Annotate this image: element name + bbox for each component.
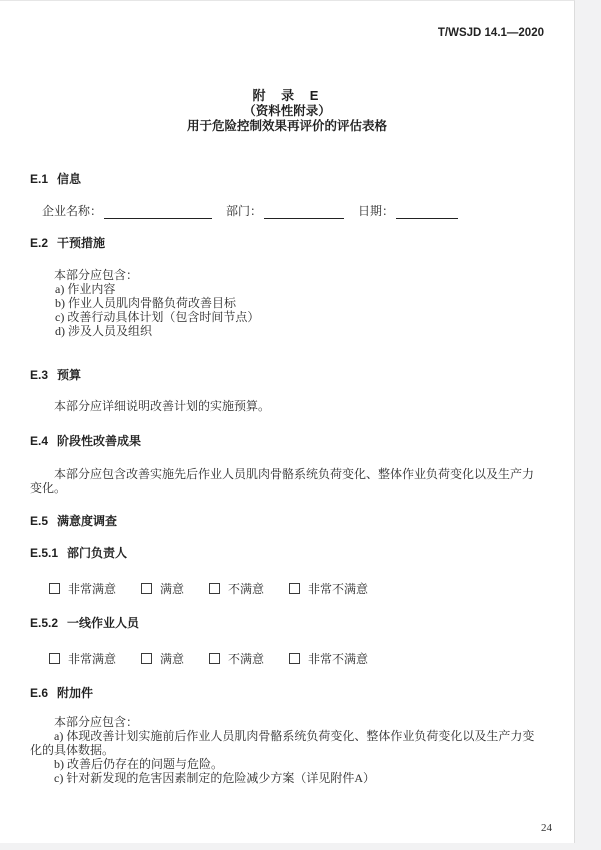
- appendix-label: 附 录 E: [252, 88, 322, 103]
- section-e2-item-c: c) 改善行动具体计划（包含时间节点）: [55, 309, 260, 324]
- date-label: 日期：: [358, 203, 395, 218]
- option-label: 满意: [160, 651, 185, 666]
- info-form-row: [30, 203, 544, 219]
- manager-satisfaction-row: [30, 582, 544, 596]
- section-e52-number: E.5.2: [30, 615, 59, 630]
- section-e1-heading: [30, 172, 544, 186]
- section-e2-item-d: d) 涉及人员及组织: [55, 323, 152, 338]
- company-name-field[interactable]: [104, 205, 212, 219]
- option-group: [289, 652, 368, 666]
- checkbox-very-satisfied-manager[interactable]: [49, 583, 60, 594]
- option-group: [49, 582, 116, 596]
- department-label: 部门：: [226, 203, 263, 218]
- section-e3-body: 本部分应详细说明改善计划的实施预算。: [54, 398, 271, 413]
- section-e5-heading: [30, 514, 544, 528]
- standard-code: T/WSJD 14.1—2020: [437, 27, 544, 39]
- section-e51-title: 部门负责人: [67, 545, 128, 560]
- section-e6-item-a: a) 体现改善计划实施前后作业人员肌肉骨骼系统负荷变化、整体作业负荷变化以及生产力变化的具体数据。: [30, 728, 535, 757]
- checkbox-satisfied-worker[interactable]: [141, 653, 152, 664]
- section-e52-heading: [30, 616, 544, 630]
- section-e5-number: E.5: [30, 513, 49, 528]
- option-group: [209, 652, 264, 666]
- section-e6-item-b: b) 改善后仍存在的问题与危险。: [54, 756, 223, 771]
- page-number: 24: [541, 822, 552, 834]
- checkbox-very-satisfied-worker[interactable]: [49, 653, 60, 664]
- department-field[interactable]: [264, 205, 344, 219]
- section-e4-heading: [30, 434, 544, 448]
- checkbox-very-unsatisfied-worker[interactable]: [289, 653, 300, 664]
- option-group: [49, 652, 116, 666]
- section-e52-title: 一线作业人员: [67, 615, 140, 630]
- checkbox-satisfied-manager[interactable]: [141, 583, 152, 594]
- company-name-label: 企业名称：: [42, 203, 103, 218]
- section-e3-heading: [30, 368, 544, 382]
- section-e51-heading: [30, 546, 544, 560]
- section-e6-intro: 本部分应包含：: [54, 714, 139, 729]
- appendix-note: （资料性附录）: [243, 103, 331, 118]
- option-label: 不满意: [228, 581, 265, 596]
- section-e1-number: E.1: [30, 171, 49, 186]
- checkbox-unsatisfied-manager[interactable]: [209, 583, 220, 594]
- section-e1-title: 信息: [57, 171, 82, 186]
- option-group: [141, 652, 184, 666]
- option-label: 不满意: [228, 651, 265, 666]
- checkbox-very-unsatisfied-manager[interactable]: [289, 583, 300, 594]
- appendix-title-block: [30, 88, 544, 135]
- section-e2-number: E.2: [30, 235, 49, 250]
- section-e51-number: E.5.1: [30, 545, 59, 560]
- section-e4-number: E.4: [30, 433, 49, 448]
- section-e5-title: 满意度调查: [57, 513, 118, 528]
- section-e2-item-a: a) 作业内容: [55, 281, 116, 296]
- date-field[interactable]: [396, 205, 458, 219]
- option-label: 满意: [160, 581, 185, 596]
- checkbox-unsatisfied-worker[interactable]: [209, 653, 220, 664]
- section-e3-number: E.3: [30, 367, 49, 382]
- option-group: [141, 582, 184, 596]
- option-label: 非常满意: [68, 651, 117, 666]
- section-e2-title: 干预措施: [57, 235, 106, 250]
- section-e2-intro: 本部分应包含：: [54, 267, 139, 282]
- option-label: 非常不满意: [308, 651, 369, 666]
- section-e3-title: 预算: [57, 367, 82, 382]
- worker-satisfaction-row: [30, 652, 544, 666]
- section-e4-body: 本部分应包含改善实施先后作业人员肌肉骨骼系统负荷变化、整体作业负荷变化以及生产力变化。: [30, 466, 535, 495]
- section-e6-item-c: c) 针对新发现的危害因素制定的危险减少方案（详见附件A）: [54, 770, 375, 785]
- option-label: 非常不满意: [308, 581, 369, 596]
- option-group: [289, 582, 368, 596]
- option-label: 非常满意: [68, 581, 117, 596]
- section-e6-number: E.6: [30, 685, 49, 700]
- section-e2-item-b: b) 作业人员肌肉骨骼负荷改善目标: [55, 295, 236, 310]
- section-e2-heading: [30, 236, 544, 250]
- section-e6-title: 附加件: [57, 685, 94, 700]
- appendix-subtitle: 用于危险控制效果再评价的评估表格: [186, 119, 387, 133]
- section-e6-heading: [30, 686, 544, 700]
- option-group: [209, 582, 264, 596]
- section-e4-title: 阶段性改善成果: [57, 433, 142, 448]
